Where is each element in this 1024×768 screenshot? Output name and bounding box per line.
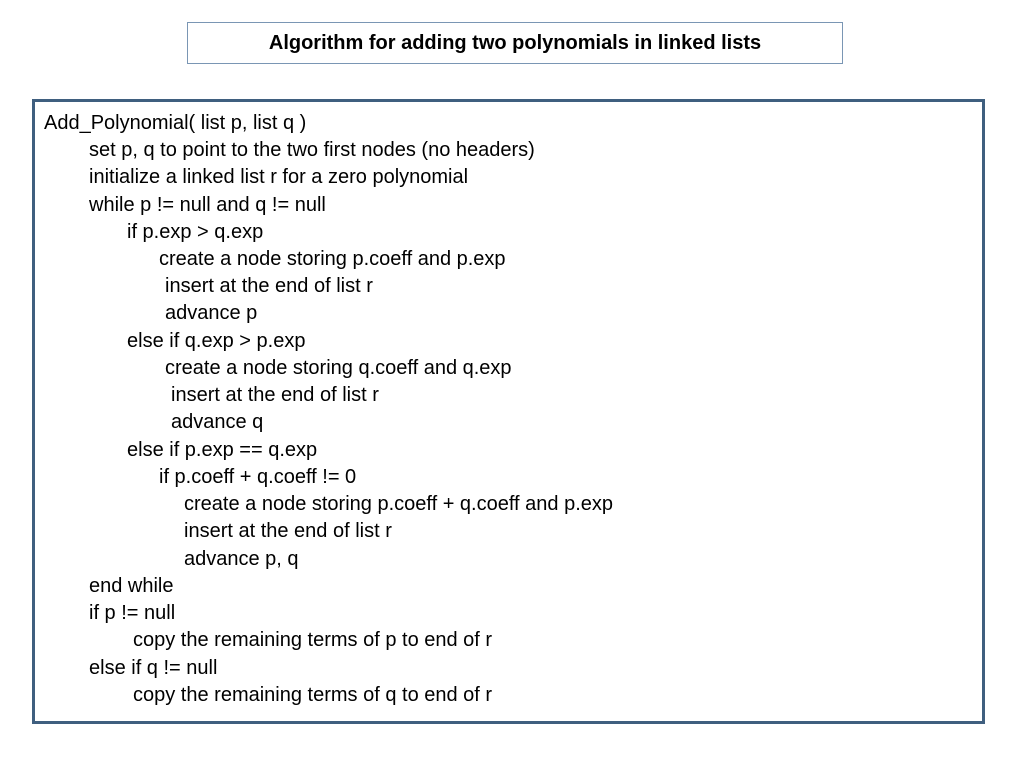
code-line-copy-q: copy the remaining terms of q to end of r [133,684,493,706]
code-line-if-coeff-nonzero: if p.coeff + q.coeff != 0 [159,466,357,488]
code-line-init-result: initialize a linked list r for a zero polynomial [89,166,469,188]
code-line-create-node-q: create a node storing q.coeff and q.exp [165,357,512,379]
title-box [187,22,843,64]
code-line-while: while p != null and q != null [89,194,326,216]
code-line-if-p-remaining: if p != null [89,602,176,624]
code-line-insert-q: insert at the end of list r [171,384,379,406]
code-line-advance-p: advance p [165,302,258,324]
pseudocode-box [32,99,985,724]
code-line-copy-p: copy the remaining terms of p to end of r [133,629,493,651]
code-line-advance-both: advance p, q [184,548,299,570]
slide-title: Algorithm for adding two polynomials in linked lists [268,31,762,54]
code-line-else-if-equal: else if p.exp == q.exp [127,439,318,461]
code-line-else-if-q-greater: else if q.exp > p.exp [127,330,306,352]
code-line-insert-p: insert at the end of list r [165,275,373,297]
code-line-create-node-sum: create a node storing p.coeff + q.coeff and p.exp [184,493,614,515]
code-line-create-node-p: create a node storing p.coeff and p.exp [159,248,506,270]
code-line-function-signature: Add_Polynomial( list p, list q ) [44,112,307,134]
code-line-advance-q: advance q [171,411,264,433]
code-line-if-p-greater: if p.exp > q.exp [127,221,264,243]
code-line-insert-sum: insert at the end of list r [184,520,392,542]
code-line-set-pointers: set p, q to point to the two first nodes (no headers) [89,139,535,161]
code-line-else-if-q-remaining: else if q != null [89,657,218,679]
code-line-end-while: end while [89,575,174,597]
